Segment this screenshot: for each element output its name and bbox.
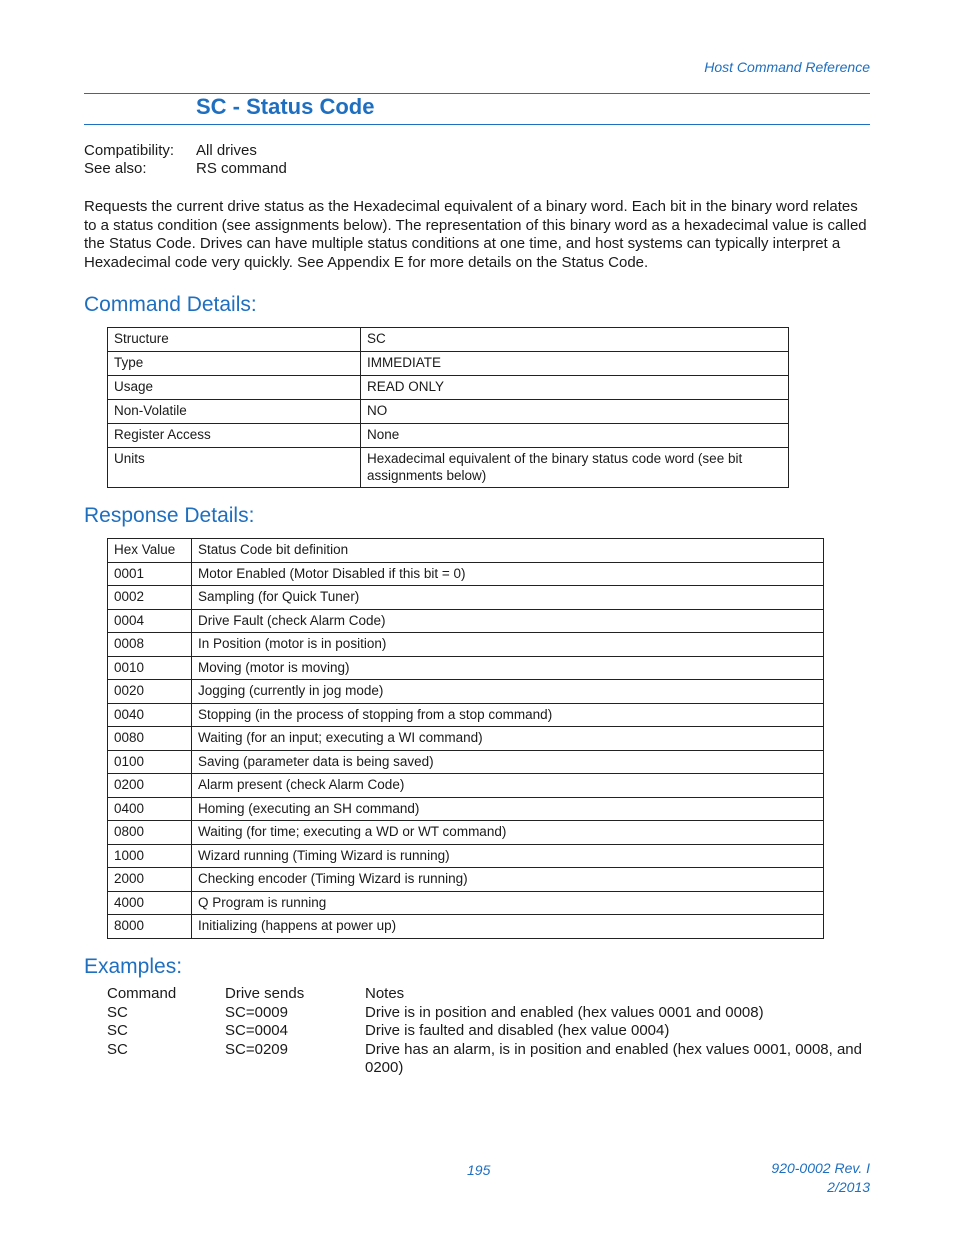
table-row [108, 539, 824, 563]
table-cell-value: Wizard running (Timing Wizard is running) [192, 844, 824, 868]
table-cell-key: 1000 [108, 844, 192, 868]
page-title: SC - Status Code [196, 94, 375, 119]
table-row [108, 352, 789, 376]
table-cell-key: 0001 [108, 562, 192, 586]
table-row [108, 609, 824, 633]
document-revision: 920-0002 Rev. I [771, 1160, 870, 1176]
table-cell-key: 0800 [108, 821, 192, 845]
table-cell-value: Q Program is running [192, 891, 824, 915]
table-row [108, 727, 824, 751]
example-note: Drive is faulted and disabled (hex value 0004) [365, 1022, 670, 1040]
table-cell-value: Saving (parameter data is being saved) [192, 750, 824, 774]
table-cell-value: Motor Enabled (Motor Disabled if this bit = 0) [192, 562, 824, 586]
meta-row [84, 142, 287, 160]
intro-paragraph: Requests the current drive status as the Hexadecimal equivalent of a binary word. Each bit in the binary word relates to a status condition (see assignments below). The representation of this binary word as a hexadecimal value is called the Status Code. Drives can have multiple status conditions at one time, and host systems can typically interpret a Hexadecimal code very quickly. See Appendix E for more details on the Status Code. [84, 198, 867, 271]
meta-value: RS command [196, 160, 287, 177]
table-cell-value: Checking encoder (Timing Wizard is running) [192, 868, 824, 892]
table-cell-value: SC [361, 328, 789, 352]
example-command: SC [107, 1022, 128, 1040]
table-cell-value: Sampling (for Quick Tuner) [192, 586, 824, 610]
table-cell-key: 0008 [108, 633, 192, 657]
table-cell-value: Status Code bit definition [192, 539, 824, 563]
table-row [108, 750, 824, 774]
example-row [107, 1022, 870, 1041]
table-cell-key: Register Access [108, 424, 361, 448]
table-cell-value: Moving (motor is moving) [192, 656, 824, 680]
page-number: 195 [467, 1162, 491, 1178]
table-cell-key: Hex Value [108, 539, 192, 563]
table-cell-value: Drive Fault (check Alarm Code) [192, 609, 824, 633]
table-cell-key: Non-Volatile [108, 400, 361, 424]
example-response: SC=0004 [225, 1022, 288, 1040]
example-response: Drive sends [225, 985, 305, 1002]
command-details-table [107, 327, 789, 488]
table-cell-key: 0004 [108, 609, 192, 633]
table-cell-key: 0020 [108, 680, 192, 704]
response-details-table [107, 538, 824, 939]
table-cell-key: 0080 [108, 727, 192, 751]
table-row [108, 562, 824, 586]
table-cell-key: Usage [108, 376, 361, 400]
command-details-heading: Command Details: [84, 293, 257, 316]
table-row [108, 844, 824, 868]
meta-key: See also: [84, 160, 147, 177]
example-row [107, 1004, 870, 1023]
table-cell-key: 0040 [108, 703, 192, 727]
table-cell-value: Hexadecimal equivalent of the binary status code word (see bit assignments below) [361, 448, 789, 488]
table-cell-value: Stopping (in the process of stopping from a stop command) [192, 703, 824, 727]
table-cell-value: Waiting (for an input; executing a WI command) [192, 727, 824, 751]
table-row [108, 915, 824, 939]
table-cell-key: 0200 [108, 774, 192, 798]
table-cell-key: Structure [108, 328, 361, 352]
running-header: Host Command Reference [704, 59, 870, 75]
table-cell-value: Alarm present (check Alarm Code) [192, 774, 824, 798]
table-row [108, 400, 789, 424]
table-row [108, 797, 824, 821]
example-command: SC [107, 1040, 128, 1058]
table-cell-value: READ ONLY [361, 376, 789, 400]
table-row [108, 821, 824, 845]
table-row [108, 868, 824, 892]
table-row [108, 774, 824, 798]
table-cell-key: 8000 [108, 915, 192, 939]
example-note: Drive has an alarm, is in position and enabled (hex values 0001, 0008, and 0200) [365, 1040, 862, 1077]
meta-value: All drives [196, 142, 257, 159]
table-row [108, 703, 824, 727]
example-response: SC=0209 [225, 1040, 288, 1058]
example-row [107, 1041, 870, 1078]
document-date: 2/2013 [827, 1179, 870, 1195]
table-row [108, 680, 824, 704]
table-cell-key: 0400 [108, 797, 192, 821]
example-row [107, 985, 870, 1004]
table-row [108, 633, 824, 657]
meta-key: Compatibility: [84, 142, 175, 159]
examples-heading: Examples: [84, 955, 183, 978]
table-cell-value: NO [361, 400, 789, 424]
table-cell-key: 0010 [108, 656, 192, 680]
example-command: SC [107, 1003, 128, 1021]
table-cell-key: Type [108, 352, 361, 376]
title-rule-bottom [84, 124, 870, 125]
example-command: Command [107, 985, 177, 1002]
table-cell-value: Waiting (for time; executing a WD or WT command) [192, 821, 824, 845]
table-row [108, 891, 824, 915]
meta-block [84, 142, 287, 178]
table-row [108, 586, 824, 610]
table-cell-key: 0100 [108, 750, 192, 774]
footer-revision [771, 1159, 870, 1197]
table-cell-value: Jogging (currently in jog mode) [192, 680, 824, 704]
example-note: Drive is in position and enabled (hex values 0001 and 0008) [365, 1003, 764, 1021]
table-cell-key: 4000 [108, 891, 192, 915]
example-note: Notes [365, 985, 405, 1002]
examples-table [107, 985, 870, 1078]
table-row [108, 376, 789, 400]
meta-row [84, 160, 287, 178]
table-cell-value: IMMEDIATE [361, 352, 789, 376]
table-cell-value: None [361, 424, 789, 448]
table-cell-key: 2000 [108, 868, 192, 892]
table-cell-key: 0002 [108, 586, 192, 610]
table-row [108, 424, 789, 448]
response-details-heading: Response Details: [84, 504, 255, 527]
table-cell-value: In Position (motor is in position) [192, 633, 824, 657]
table-row [108, 448, 789, 488]
table-cell-value: Homing (executing an SH command) [192, 797, 824, 821]
example-response: SC=0009 [225, 1003, 288, 1021]
table-cell-value: Initializing (happens at power up) [192, 915, 824, 939]
table-cell-key: Units [108, 448, 361, 488]
table-row [108, 328, 789, 352]
table-row [108, 656, 824, 680]
